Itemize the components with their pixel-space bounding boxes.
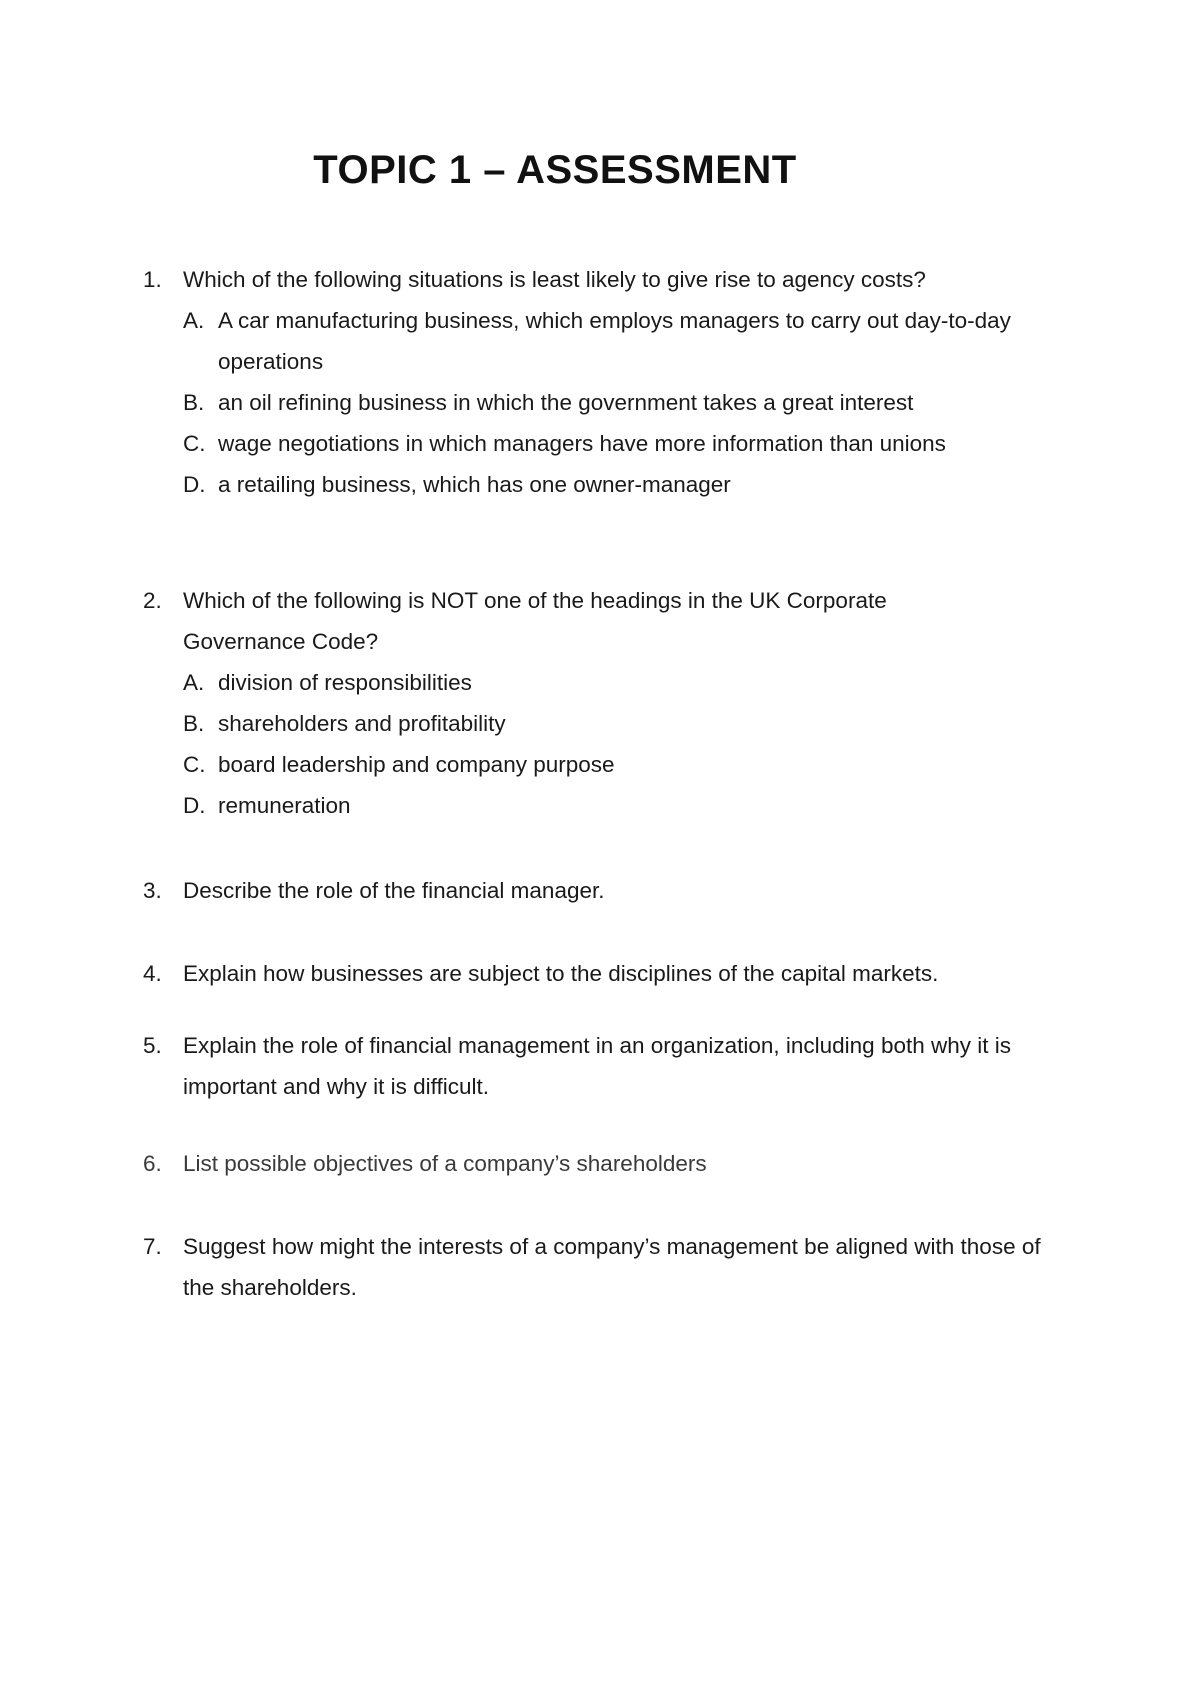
question-text: Suggest how might the interests of a company’s management be aligned with those of the shareholders. — [183, 1234, 1041, 1300]
question-2 — [143, 580, 963, 826]
option-text: A car manufacturing business, which employs managers to carry out day-to-day operations — [218, 308, 1011, 374]
question-number: 7. — [143, 1234, 162, 1259]
question-number: 3. — [143, 878, 162, 903]
question-text: List possible objectives of a company’s shareholders — [183, 1151, 707, 1176]
option-d — [183, 464, 1003, 505]
option-a — [183, 300, 1018, 382]
option-list — [183, 662, 963, 826]
option-c — [183, 423, 1003, 464]
option-text: remuneration — [218, 793, 351, 818]
question-number: 5. — [143, 1033, 162, 1058]
option-text: division of responsibilities — [218, 670, 472, 695]
option-b — [183, 382, 1003, 423]
question-text: Explain the role of financial management in an organization, including both why it is important and why it is difficult. — [183, 1033, 1011, 1099]
question-1 — [143, 259, 1011, 505]
question-number: 6. — [143, 1151, 162, 1176]
question-text: Which of the following situations is least likely to give rise to agency costs? — [183, 267, 926, 292]
option-letter: B. — [183, 390, 205, 415]
question-7 — [143, 1226, 1043, 1308]
option-text: an oil refining business in which the government takes a great interest — [218, 390, 914, 415]
question-number: 2. — [143, 588, 162, 613]
question-number: 1. — [143, 267, 162, 292]
option-letter: C. — [183, 752, 206, 777]
option-a — [183, 662, 963, 703]
question-text: Which of the following is NOT one of the headings in the UK Corporate Governance Code? — [183, 588, 887, 654]
question-4 — [143, 953, 1083, 994]
option-c — [183, 744, 963, 785]
option-letter: A. — [183, 308, 205, 333]
question-number: 4. — [143, 961, 162, 986]
question-3 — [143, 870, 1083, 911]
option-text: wage negotiations in which managers have more information than unions — [218, 431, 946, 456]
page-title: TOPIC 1 – ASSESSMENT — [313, 148, 797, 192]
option-text: board leadership and company purpose — [218, 752, 615, 777]
question-text: Explain how businesses are subject to the disciplines of the capital markets. — [183, 961, 939, 986]
option-letter: D. — [183, 472, 206, 497]
option-letter: D. — [183, 793, 206, 818]
question-6 — [143, 1143, 1083, 1184]
question-text: Describe the role of the financial manager. — [183, 878, 605, 903]
option-list — [183, 300, 1011, 505]
question-5 — [143, 1025, 1073, 1107]
option-d — [183, 785, 963, 826]
option-text: shareholders and profitability — [218, 711, 506, 736]
option-letter: B. — [183, 711, 205, 736]
option-letter: A. — [183, 670, 205, 695]
option-text: a retailing business, which has one owner-manager — [218, 472, 731, 497]
option-letter: C. — [183, 431, 206, 456]
option-b — [183, 703, 963, 744]
